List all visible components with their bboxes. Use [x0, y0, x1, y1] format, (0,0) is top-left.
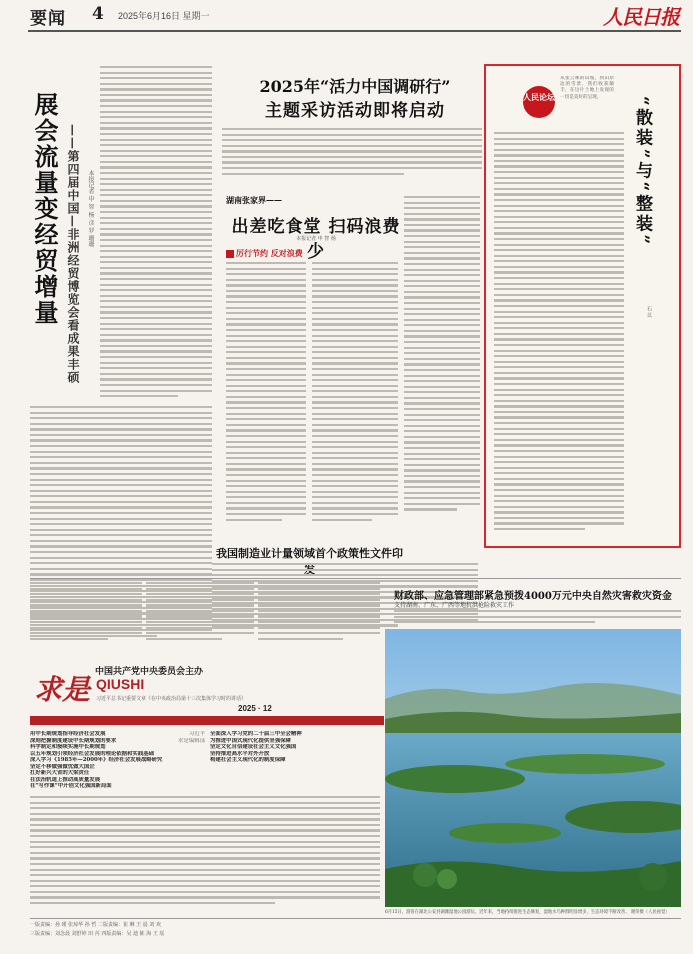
- feature-headline: 主题采访活动即将启动: [265, 101, 445, 121]
- commentary-author: 石 苡: [646, 306, 652, 318]
- toc-item[interactable]: 求是编辑部 深刻把握制度建设中长期规划的要求: [30, 737, 205, 744]
- toc-item[interactable]: 科学制定和接续实施中长期规划: [30, 744, 106, 750]
- page-number: 4: [92, 4, 104, 24]
- feature-kicker: 2025年“活力中国调研行”: [259, 77, 451, 96]
- flood-body-text: [394, 610, 681, 626]
- column-tag: 厉行节约 反对浪费: [226, 248, 303, 259]
- toc-item[interactable]: 全面深入学习党的二十届三中全会精神: [210, 731, 302, 737]
- qiushi-red-banner: [30, 716, 384, 725]
- bottom-divider: [30, 578, 681, 579]
- lead-headline: 展会流量变经贸增量: [30, 92, 59, 326]
- toc-item[interactable]: 为推进中国式现代化提供坚强保障: [210, 737, 291, 744]
- masthead: [0, 0, 693, 34]
- footer-divider: [30, 918, 681, 919]
- toc-item[interactable]: 坚定文化自信建设社会主义文化强国: [210, 744, 297, 750]
- toc-item[interactable]: 坚定不移做强做优做大国企: [30, 763, 95, 770]
- toc-item[interactable]: 以五年规划引领经济社会发展的理论依据和实践基础: [30, 750, 154, 757]
- footer: [30, 921, 683, 951]
- feature-body-text: [222, 128, 482, 188]
- middle-body-text-3: [404, 196, 480, 532]
- middle-location: 湖南张家界——: [226, 195, 282, 205]
- bottom-brief-3: [258, 582, 380, 648]
- qiushi-feature-line: 习近平总书记重要文章《在中央政治局第十三次集体学习时的讲话》: [96, 696, 247, 702]
- toc-item[interactable]: 坚持推进高水平对外开放: [210, 750, 270, 757]
- commentary-intro: 从张云咏的山坡，到山岸边的雪景，我们收获颇丰，在这片土地上发现的一切是美好的呈现。: [560, 76, 614, 100]
- qiushi-organizer: 中国共产党中央委员会主办: [95, 667, 204, 677]
- toc-item[interactable]: 深入学习《1985年—2000年》经济社会发展战略研究: [30, 757, 163, 763]
- toc-item[interactable]: 在法治轨道上推动高质量发展: [30, 776, 101, 783]
- qiushi-contents: [30, 731, 205, 790]
- lead-body-text-1: [100, 66, 212, 406]
- qiushi-toc-fill: [30, 796, 380, 908]
- middle-second-headline: 我国制造业计量领域首个政策性文件印: [216, 547, 403, 560]
- tag-square-icon: [226, 250, 234, 258]
- commentary-title: “散装”与“整装”: [632, 96, 652, 248]
- flood-headline: 财政部、应急管理部紧急预拨4000万元中央自然灾害救灾资金: [394, 591, 672, 602]
- toc-item[interactable]: 习近平 用中长期规划指导经济社会发展: [30, 731, 205, 737]
- middle-headline: 出差吃食堂 扫码浪费少: [231, 217, 401, 262]
- qiushi-calligraphy-logo: 求是: [34, 673, 91, 706]
- bottom-brief-2: [146, 582, 254, 648]
- qiushi-issue-number: 2025 · 12: [238, 704, 272, 713]
- lead-byline: 本报记者 申 智 杨 彦 罗 珊珊: [87, 170, 94, 248]
- photo-caption: 6月15日，游客在湖北公安县湖滩湿地公园游玩。近年来，当地持续推进生态修复，湿地水鸟种群明显增多，生态环境不断改善。 谢荣摄（人民视觉）: [385, 910, 670, 915]
- footer-editors-2: 三版责编：刘念晨 刘舒婷 田 芮 四版责编：吴 迪 陈 海 王 瑶: [30, 931, 165, 937]
- masthead-rule: [28, 30, 681, 32]
- newspaper-logo: 人民日报: [603, 5, 679, 29]
- commentary-badge: 人民论坛: [523, 86, 555, 118]
- flood-subheadline: 支持湖南、广东、广西等地抗洪抢险救灾工作: [394, 602, 515, 609]
- section-name: 要闻: [30, 9, 66, 29]
- toc-item[interactable]: 构建社会主义现代化的制度保障: [210, 757, 286, 763]
- middle-body-text-1: [226, 262, 306, 534]
- qiushi-english-name: QIUSHI: [96, 676, 145, 692]
- footer-editors: 一版责编：孙 瑾 张琼华 孙 哲 二版责编：崔 琳 王 晨 刘 欢: [30, 922, 161, 928]
- qiushi-contents-2: [210, 731, 380, 764]
- wetland-photo: [385, 629, 681, 907]
- bottom-brief-1: [30, 582, 142, 648]
- commentary-body-text: [494, 132, 624, 540]
- toc-item[interactable]: 扛好新兴大省的大梁责任: [30, 770, 90, 776]
- issue-date: 2025年6月16日 星期一: [118, 11, 210, 21]
- lead-subheadline: ——第四届中国—非洲经贸博览会看成果丰硕: [66, 124, 80, 384]
- middle-body-text-2: [312, 262, 398, 534]
- middle-byline: 本报记者 申 智 杨: [296, 236, 336, 242]
- toc-item[interactable]: 在“写作课”中开创文化强国新局面: [30, 783, 112, 789]
